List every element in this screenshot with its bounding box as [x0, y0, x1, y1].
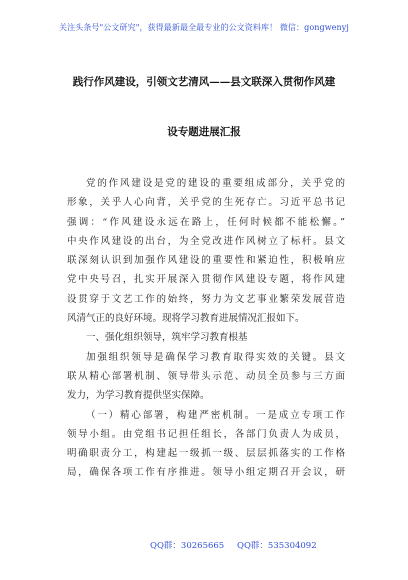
- section-heading: 一、强化组织领导，筑牢学习教育根基: [86, 332, 248, 344]
- body-line: 党中央号召，扎实开展深入贯彻作风建设专题，将作风建: [67, 274, 345, 286]
- footer-qq-group-2[interactable]: QQ群：535304092: [237, 541, 317, 551]
- footer-qq-group-1[interactable]: QQ群：30265665: [150, 541, 225, 551]
- subsection-line: （一）精心部署，构建严密机制。一是成立专项工作: [86, 409, 345, 421]
- body-line: 中央作风建设的出台，为全党改进作风树立了标杆。县文: [67, 235, 345, 247]
- body-line: 加强组织领导是确保学习教育取得实效的关键。县文: [86, 351, 345, 363]
- header-banner[interactable]: 关注头条号"公文研究"，获得最新最全最专业的公文资料库！ 微信：gongwenyj: [59, 23, 349, 32]
- body-line: 联深刻认识到加强作风建设的重要性和紧迫性，积极响应: [67, 255, 345, 267]
- document-title-line-2: 设专题进展汇报: [167, 126, 241, 138]
- document-title-line-1: 践行作风建设，引领文艺清风——县文联深入贯彻作风建: [72, 76, 336, 88]
- body-line: 发力，为学习教育提供坚实保障。: [67, 390, 210, 402]
- document-body: [67, 174, 345, 483]
- body-line: 风清气正的良好环境。现将学习教育进展情况汇报如下。: [67, 313, 305, 325]
- body-line: 领导小组。由党组书记担任组长，各部门负责人为成员，: [67, 428, 345, 440]
- body-line: 设贯穿于文艺工作的始终，努力为文艺事业繁荣发展营造: [67, 293, 345, 305]
- body-line: 强调：“作风建设永远在路上，任何时候都不能松懈。”: [67, 216, 345, 228]
- body-line: 形象，关乎人心向背，关乎党的生死存亡。习近平总书记: [67, 197, 345, 209]
- body-line: 党的作风建设是党的建设的重要组成部分，关乎党的: [86, 178, 345, 189]
- body-line: 联从精心部署机制、领导带头示范、动员全员参与三方面: [67, 370, 345, 382]
- body-line: 明确职责分工，构建起一级抓一级、层层抓落实的工作格: [67, 448, 345, 460]
- footer: [0, 539, 408, 553]
- body-line: 局，确保各项工作有序推进。领导小组定期召开会议，研: [67, 467, 345, 479]
